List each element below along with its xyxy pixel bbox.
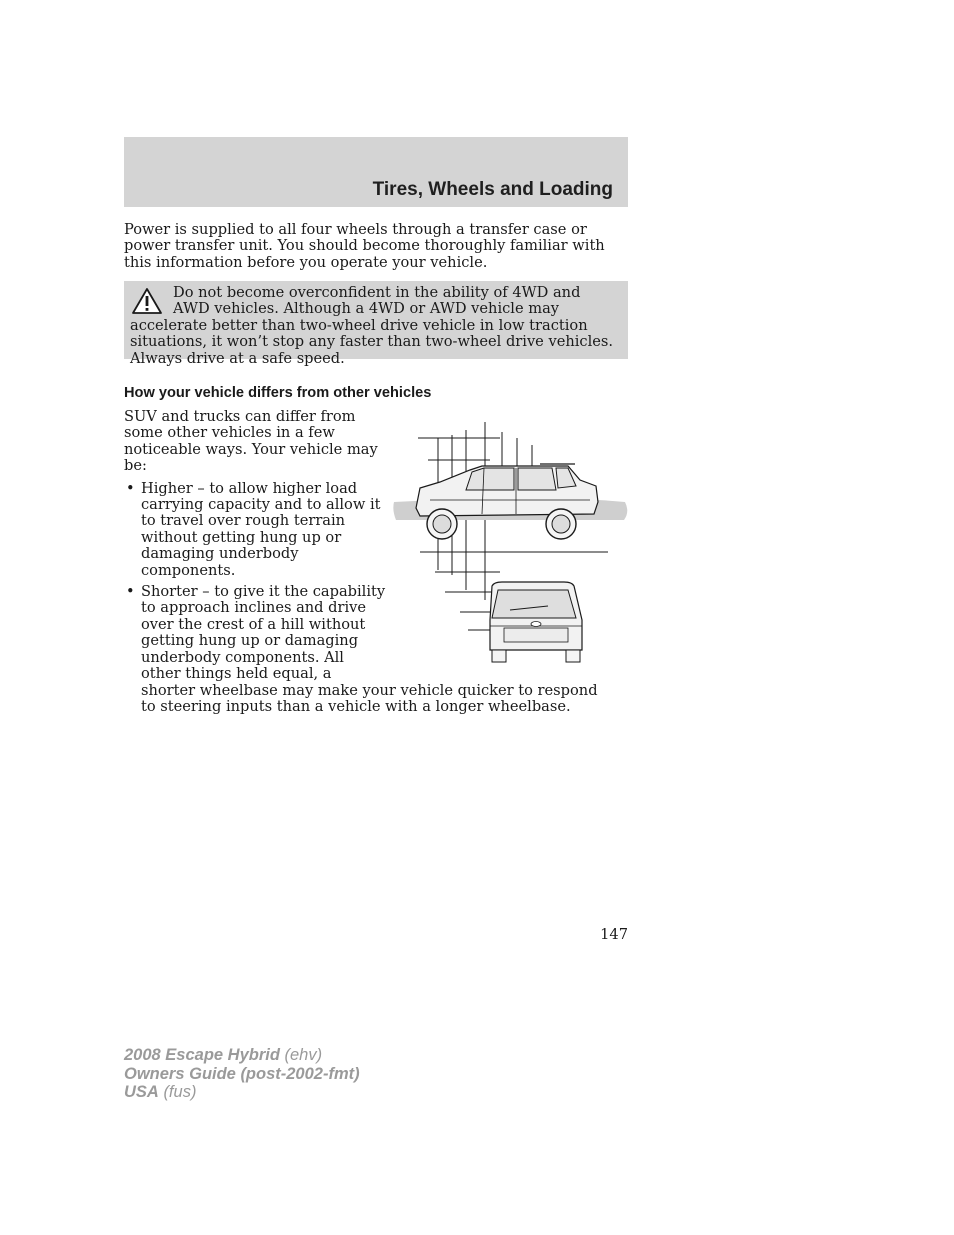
bullet-glyph: • [126,479,135,497]
header-band [124,137,628,207]
suv-illustration [390,420,630,665]
warning-box [124,281,628,367]
bullet-text: Higher – to allow higher load carrying capacity and to allow it to travel over rough terrain without getting hung up or damaging underbody components. [141,479,381,579]
footer [124,1046,360,1102]
footer-market: USA [124,1083,159,1101]
section-heading: How your vehicle differs from other vehicles [124,385,432,401]
bullet-text: Shorter – to give it the capability to approach inclines and drive over the crest of a hill without getting hung up or damaging underbody components. All other things held equal, a shorter wheelbase may make your vehicle quicker to respond to steering inputs than a vehicle with a longer wheelbase. [141,583,598,715]
section-lead: SUV and trucks can differ from some other vehicles in a few noticeable ways. Your vehicle may be: [124,408,378,475]
footer-model-code: (ehv) [284,1046,323,1064]
warning-text: Do not become overconfident in the ability of 4WD and AWD vehicles. Although a 4WD or AWD vehicle may accelerate better than two-wheel drive vehicle in low traction situations, it won’t stop any faster than two-wheel drive vehicles. Always drive at a safe speed. [130,284,614,367]
footer-model: 2008 Escape Hybrid [124,1046,280,1064]
page-title: Tires, Wheels and Loading [372,179,613,200]
warning-text-block [130,285,620,367]
bullet-glyph: • [126,583,135,601]
intro-paragraph: Power is supplied to all four wheels through a transfer case or power transfer unit. You should become thoroughly familiar with this information before you operate your vehicle. [124,221,605,271]
page-number: 147 [600,926,628,943]
footer-market-code: (fus) [163,1083,197,1101]
footer-guide: Owners Guide (post-2002-fmt) [124,1064,360,1083]
